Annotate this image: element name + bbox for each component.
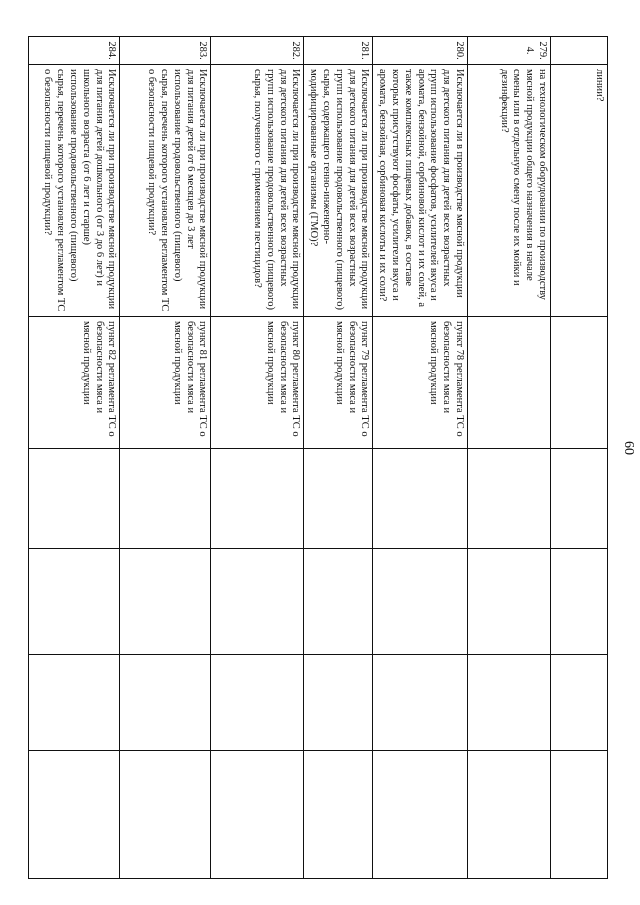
reference-cell: пункт 78 регламента ТС о безопасности мяса и мясной продукции xyxy=(373,317,468,449)
note-cell xyxy=(551,751,608,879)
reference-cell: пункт 79 регламента ТС о безопасности мяса и мясной продукции xyxy=(304,317,373,449)
question-cell: Исключается ли при производстве мясной продукции для питания детей дошкольного (от 3 до 6 лет) и школьного возраста (от 6 лет и старше) использование продовольственного (пищевого) сырья, перечень которого установлен регламентом ТС о безопасности пищевой продукции? xyxy=(29,65,120,317)
table-row xyxy=(373,37,468,879)
answer-na-cell xyxy=(120,655,211,751)
note-cell xyxy=(211,751,304,879)
table-row xyxy=(29,37,120,879)
reference-cell xyxy=(551,317,608,449)
answer-yes-cell xyxy=(120,449,211,549)
note-cell xyxy=(373,751,468,879)
question-cell: Исключается ли в производстве мясной продукции для детского питания для детей всех возрастных групп использование фосфатов, усилителей вкуса и аромата, бензойной, сорбиновой кислот и их солей, а также комплексных пищевых добавок, в составе которых присутствуют фосфаты, усилители вкуса и аромата, бензойная, сорбиновая кислоты и их соли? xyxy=(373,65,468,317)
answer-yes-cell xyxy=(373,449,468,549)
note-cell xyxy=(468,751,551,879)
answer-na-cell xyxy=(304,655,373,751)
row-number: 280. xyxy=(373,37,468,65)
question-cell: Исключается ли при производстве мясной продукции для детского питания для детей всех возрастных групп использование продовольственного (пищевого) сырья, содержащего генно-инженерно-модифицированные организмы (ГМО)? xyxy=(304,65,373,317)
answer-no-cell xyxy=(29,549,120,655)
answer-yes-cell xyxy=(551,449,608,549)
answer-na-cell xyxy=(468,655,551,751)
row-number: 281. xyxy=(304,37,373,65)
answer-na-cell xyxy=(373,655,468,751)
answer-yes-cell xyxy=(29,449,120,549)
table-row xyxy=(120,37,211,879)
answer-yes-cell xyxy=(304,449,373,549)
reference-cell: пункт 80 регламента ТС о безопасности мяса и мясной продукции xyxy=(211,317,304,449)
question-cell: Исключается ли при производстве мясной продукции для питания детей от 6 месяцев до 3 лет использование продовольственного (пищевого) сырья, перечень которого установлен регламентом ТС о безопасности пищевой продукции? xyxy=(120,65,211,317)
table-row xyxy=(468,37,551,879)
question-cell: линии? xyxy=(551,65,608,317)
answer-yes-cell xyxy=(468,449,551,549)
row-number: 284. xyxy=(29,37,120,65)
answer-na-cell xyxy=(211,655,304,751)
note-cell xyxy=(304,751,373,879)
answer-no-cell xyxy=(373,549,468,655)
row-number: 283. xyxy=(120,37,211,65)
note-cell xyxy=(29,751,120,879)
answer-no-cell xyxy=(120,549,211,655)
rotated-table-area xyxy=(30,8,640,888)
reference-cell: пункт 82 регламента ТС о безопасности мяса и мясной продукции xyxy=(29,317,120,449)
note-cell xyxy=(120,751,211,879)
row-number: 282. xyxy=(211,37,304,65)
page-number: 60 xyxy=(621,441,636,455)
table-row xyxy=(304,37,373,879)
answer-yes-cell xyxy=(211,449,304,549)
row-number: 279.4. xyxy=(468,37,551,65)
checklist-table xyxy=(28,36,608,879)
answer-na-cell xyxy=(551,655,608,751)
question-cell: на технологическом оборудовании по производству мясной продукции общего назначения в начале смены или в отдельную смену после их мойки и дезинфекции? xyxy=(468,65,551,317)
reference-cell: пункт 81 регламента ТС о безопасности мяса и мясной продукции xyxy=(120,317,211,449)
row-number xyxy=(551,37,608,65)
question-cell: Исключается ли при производстве мясной продукции для детского питания для детей всех возрастных групп использование продовольственного (пищевого) сырья, полученного с применением пестицидов? xyxy=(211,65,304,317)
answer-no-cell xyxy=(211,549,304,655)
reference-cell xyxy=(468,317,551,449)
answer-no-cell xyxy=(304,549,373,655)
table-row xyxy=(211,37,304,879)
table-row xyxy=(551,37,608,879)
answer-na-cell xyxy=(29,655,120,751)
answer-no-cell xyxy=(551,549,608,655)
answer-no-cell xyxy=(468,549,551,655)
